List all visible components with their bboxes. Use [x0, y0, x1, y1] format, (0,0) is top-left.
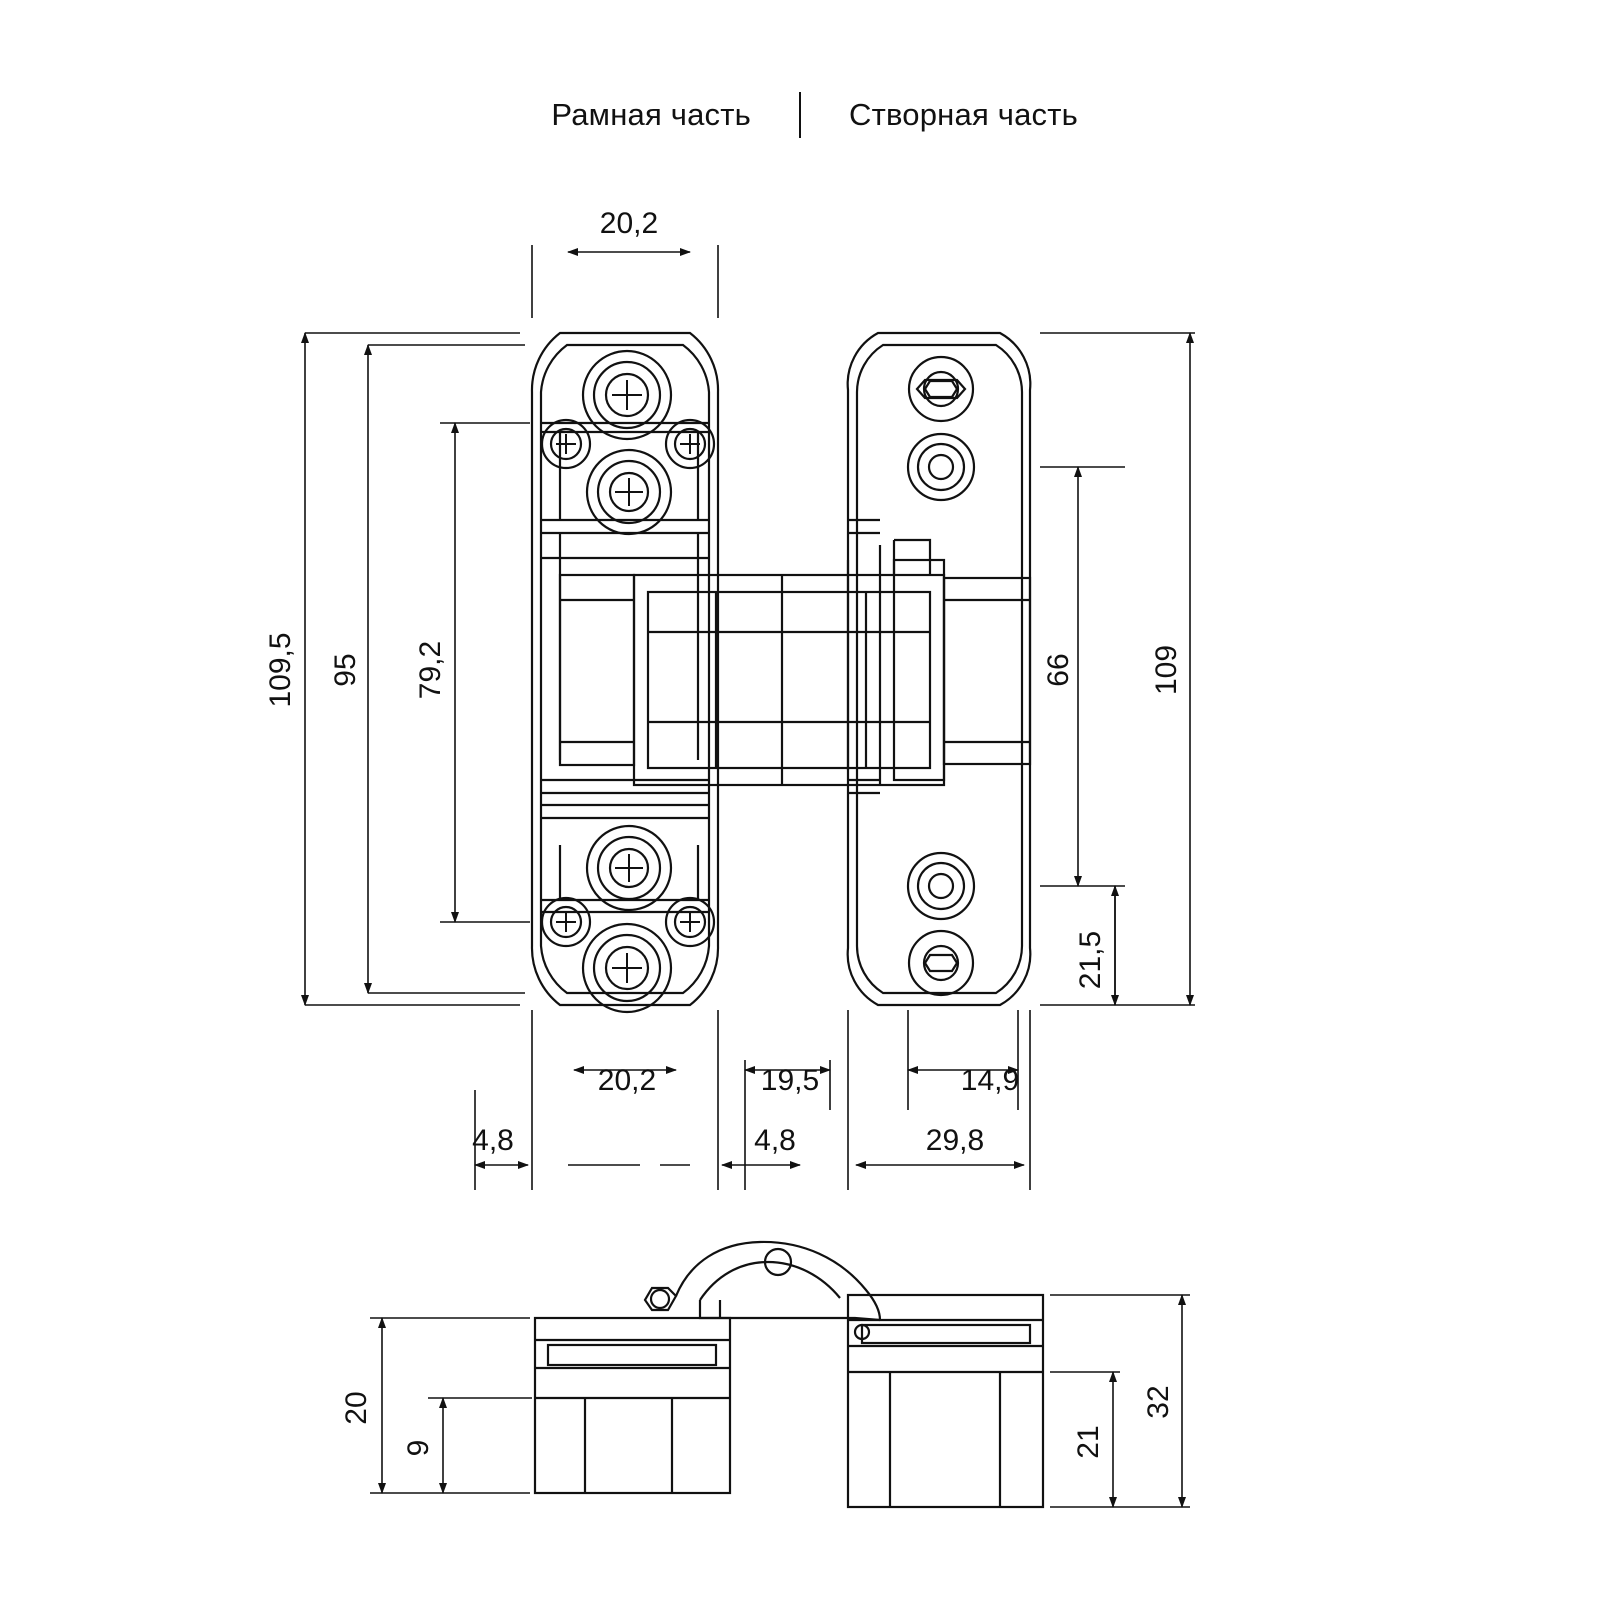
- dim-109-5: 109,5: [264, 632, 297, 708]
- dimension-lines-front: [305, 245, 1195, 1190]
- dim-bottom-20-2: 20,2: [597, 1064, 657, 1097]
- dimension-labels-front: [264, 207, 1183, 1157]
- dim-21-5: 21,5: [1074, 930, 1107, 990]
- dimension-lines-section: [370, 1295, 1190, 1507]
- section-view-body: [535, 1242, 1043, 1507]
- dim-9: 9: [402, 1439, 435, 1457]
- dim-32: 32: [1142, 1385, 1175, 1419]
- dimension-labels-section: [340, 1385, 1175, 1458]
- dim-14-9: 14,9: [960, 1064, 1020, 1097]
- header-leaf-part: Створная часть: [849, 97, 1078, 132]
- dim-left-4-8: 4,8: [472, 1124, 514, 1157]
- dim-29-8: 29,8: [925, 1124, 985, 1157]
- dim-79-2: 79,2: [414, 640, 447, 700]
- dim-top-20-2: 20,2: [599, 207, 659, 240]
- dim-21: 21: [1072, 1425, 1105, 1459]
- dim-95: 95: [329, 653, 362, 687]
- leaf-part-body: [848, 333, 1031, 1005]
- dim-mid-4-8: 4,8: [754, 1124, 796, 1157]
- dim-19-5: 19,5: [760, 1064, 820, 1097]
- dim-109: 109: [1150, 644, 1183, 696]
- dim-20: 20: [340, 1391, 373, 1425]
- header-frame-part: Рамная часть: [551, 97, 751, 132]
- dim-66: 66: [1042, 653, 1075, 687]
